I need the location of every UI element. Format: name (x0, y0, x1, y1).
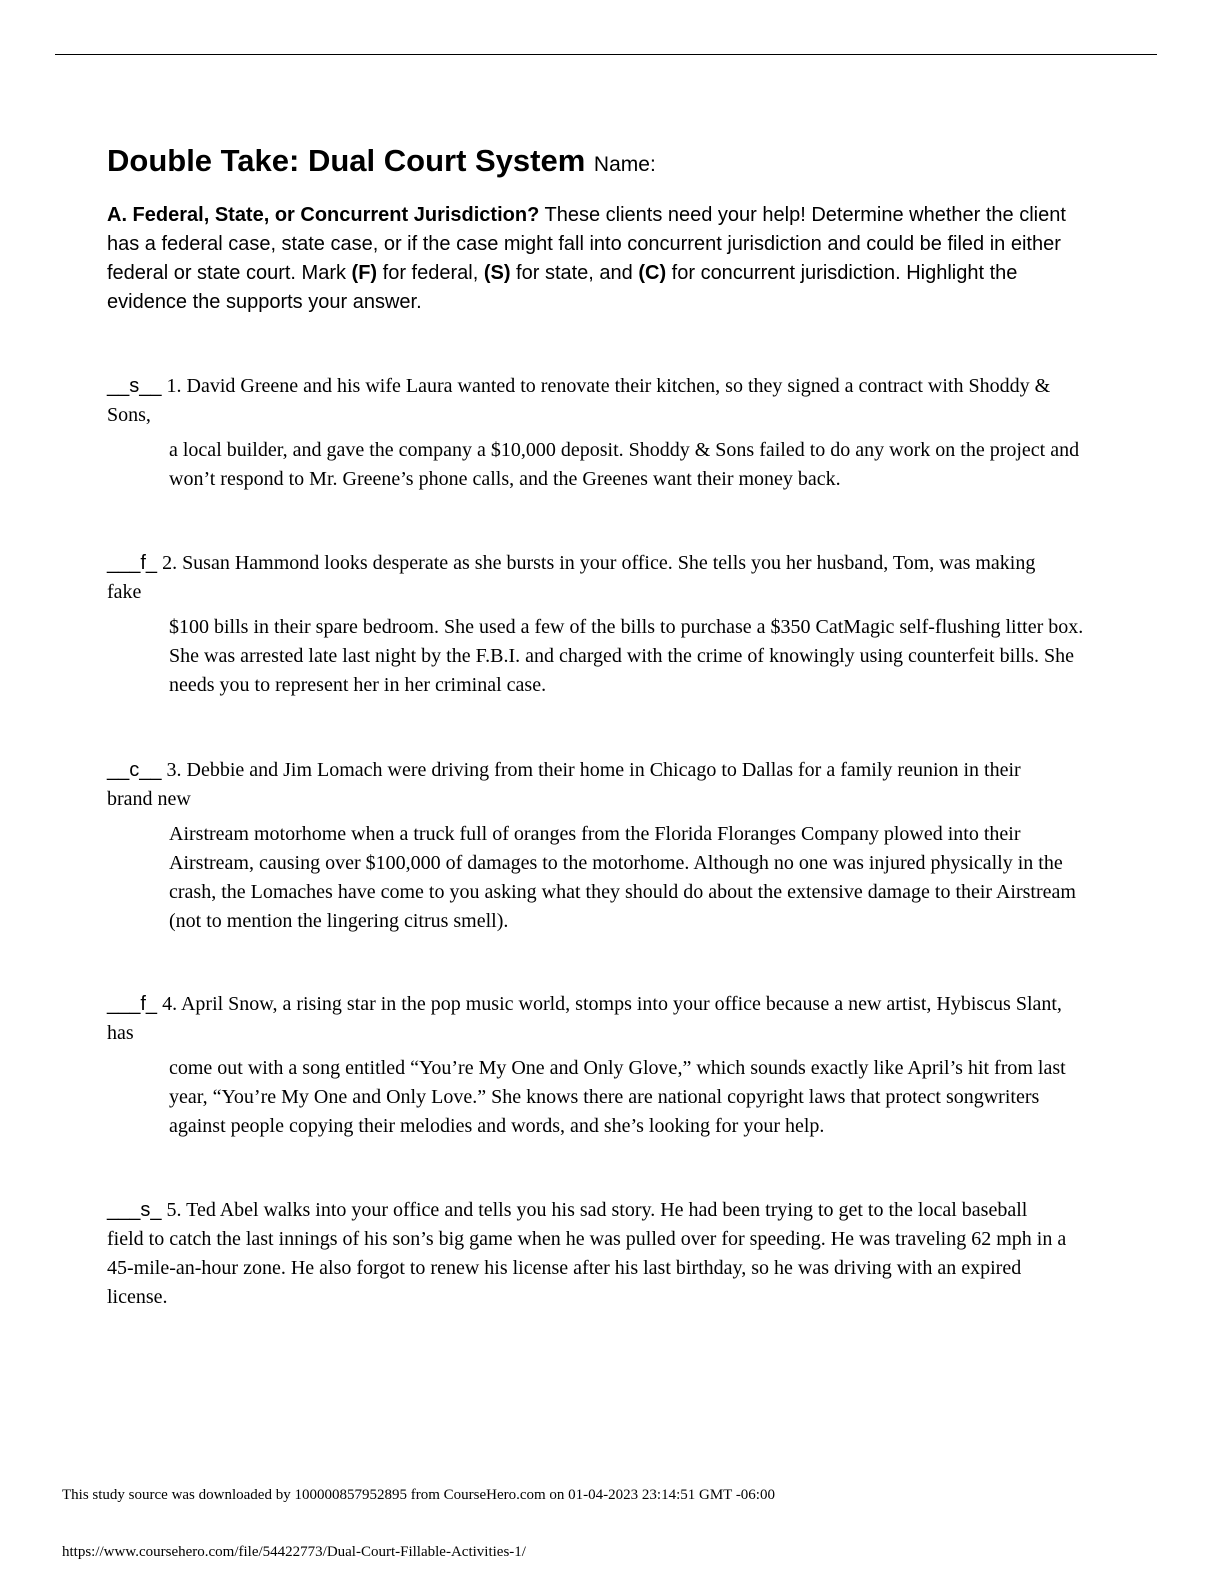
question-2 (107, 549, 1099, 700)
question-5-body: 5. Ted Abel walks into your office and tells you his sad story. He had been trying to get to the local baseball field to catch the last innings of his son’s big game when he was pulled over for speeding. He was traveling 62 mph in a 45-mile-an-hour zone. He also forgot to renew his license after his last birthday, so he was driving with an expired license. (107, 1199, 1067, 1308)
question-4 (107, 990, 1099, 1141)
page-title (107, 140, 1107, 186)
question-2-lead (107, 549, 1067, 607)
federal-code: (F) (351, 262, 378, 284)
question-4-continuation: come out with a song entitled “You’re My One and Only Glove,” which sounds exactly like April’s hit from last year, “You’re My One and Only Love.” She knows there are national copyright laws that protect songwriters against people copying their melodies and words, and she’s looking for your help. (169, 1057, 1066, 1137)
instructions-text-4: for concurrent jurisdiction. Highlight the evidence the supports your answer. (107, 262, 1018, 313)
question-3 (107, 756, 1099, 936)
question-2-first-line: 2. Susan Hammond looks desperate as she bursts in your office. She tells you her husband, Tom, was making fake (107, 552, 1036, 603)
question-5 (107, 1196, 1067, 1312)
question-3-lead (107, 756, 1067, 814)
question-1 (107, 372, 1099, 494)
answer-field-1[interactable]: __s__ (107, 375, 162, 397)
question-3-first-line: 3. Debbie and Jim Lomach were driving from their home in Chicago to Dallas for a family reunion in their brand new (107, 759, 1021, 810)
header-rule (55, 54, 1157, 55)
name-label: Name: (593, 153, 656, 176)
answer-field-5[interactable]: ___s_ (107, 1199, 162, 1221)
question-1-first-line: 1. David Greene and his wife Laura wanted to renovate their kitchen, so they signed a contract with Shoddy & Sons, (107, 375, 1051, 426)
question-1-lead (107, 372, 1067, 430)
worksheet-header (107, 140, 1107, 317)
question-5-lead (107, 1196, 1067, 1312)
instructions-heading: A. Federal, State, or Concurrent Jurisdiction? (107, 204, 540, 226)
instructions-text-2: for federal, (377, 262, 484, 284)
title-text: Double Take: Dual Court System (107, 143, 586, 178)
question-4-first-line: 4. April Snow, a rising star in the pop music world, stomps into your office because a new artist, Hybiscus Slant, has (107, 993, 1062, 1044)
instructions-text-1: These clients need your help! Determine whether the client has a federal case, state case, or if the case might fall into concurrent jurisdiction and could be filed in either federal or state court. Mark (107, 204, 1066, 284)
instructions-text-3: for state, and (510, 262, 639, 284)
question-2-continuation: $100 bills in their spare bedroom. She used a few of the bills to purchase a $350 CatMagic self-flushing litter box. She was arrested late last night by the F.B.I. and charged with the crime of knowingly using counterfeit bills. She needs you to represent her in her criminal case. (169, 616, 1084, 696)
question-1-continuation: a local builder, and gave the company a $10,000 deposit. Shoddy & Sons failed to do any work on the project and won’t respond to Mr. Greene’s phone calls, and the Greenes want their money back. (169, 439, 1080, 490)
state-code: (S) (483, 262, 511, 284)
answer-field-3[interactable]: __c__ (107, 759, 162, 781)
source-footer: This study source was downloaded by 100000857952895 from CourseHero.com on 01-04-2023 23:14:51 GMT -06:00 (62, 1487, 775, 1503)
answer-field-2[interactable]: ___f_ (107, 552, 158, 574)
question-3-continuation: Airstream motorhome when a truck full of oranges from the Florida Floranges Company plowed into their Airstream, causing over $100,000 of damages to the motorhome. Although no one was injured physically in the crash, the Lomaches have come to you asking what they should do about the extensive damage to their Airstream (not to mention the lingering citrus smell). (169, 823, 1076, 932)
question-4-lead (107, 990, 1067, 1048)
instructions (107, 201, 1097, 317)
answer-field-4[interactable]: ___f_ (107, 993, 158, 1015)
source-url[interactable]: https://www.coursehero.com/file/54422773/Dual-Court-Fillable-Activities-1/ (62, 1544, 526, 1560)
concurrent-code: (C) (638, 262, 667, 284)
